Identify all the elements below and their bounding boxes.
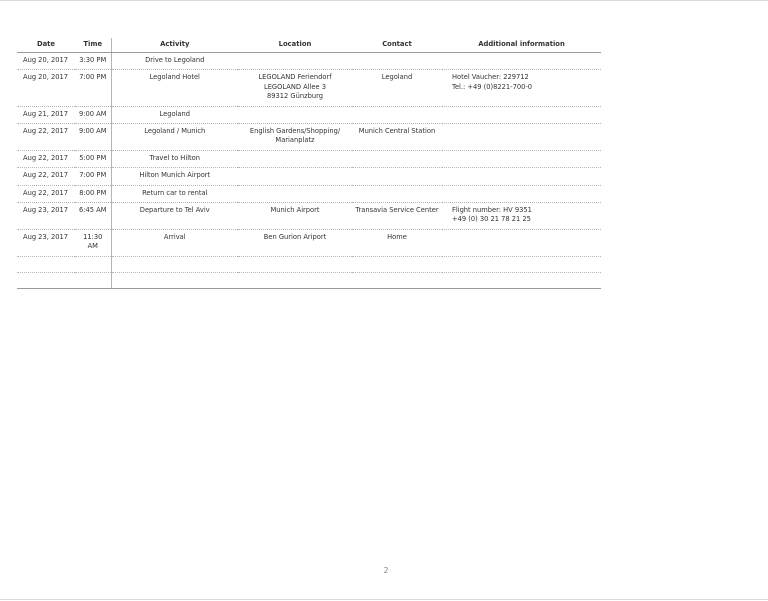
empty-cell [111, 256, 238, 272]
cell-additional-information-line: Tel.: +49 (0)8221-700-0 [452, 82, 532, 91]
itinerary-table-container [17, 38, 601, 289]
empty-cell [17, 272, 75, 288]
table-row [17, 124, 601, 151]
cell-time: 11:30 AM [75, 229, 111, 256]
page-number: 2 [383, 566, 389, 575]
cell-additional-information [442, 53, 601, 70]
cell-location [238, 53, 352, 70]
cell-contact [352, 53, 442, 70]
empty-cell [238, 272, 352, 288]
cell-location-line: Marianplatz [275, 136, 315, 145]
cell-additional-information-line: Hotel Vaucher: 229712 [452, 73, 529, 82]
page-top-border [0, 0, 768, 1]
header-date: Date [17, 38, 75, 53]
table-row [17, 70, 601, 106]
cell-location [238, 150, 352, 167]
cell-location-line: Ben Gurion Ariport [263, 232, 327, 241]
cell-activity: Travel to Hilton [111, 150, 238, 167]
cell-location [238, 124, 352, 151]
table-body [17, 53, 601, 289]
empty-cell [442, 272, 601, 288]
table-row [17, 53, 601, 70]
cell-additional-information-line: Flight number: HV 9351 [452, 206, 532, 215]
cell-contact: Home [352, 229, 442, 256]
empty-cell [75, 256, 111, 272]
table-row [17, 150, 601, 167]
cell-additional-information [442, 124, 601, 151]
cell-date: Aug 21, 2017 [17, 106, 75, 123]
cell-date: Aug 22, 2017 [17, 168, 75, 185]
itinerary-table [17, 38, 601, 289]
cell-additional-information [442, 106, 601, 123]
page-bottom-border [0, 599, 768, 600]
cell-activity: Legoland / Munich [111, 124, 238, 151]
table-header-row [17, 38, 601, 53]
empty-row [17, 272, 601, 288]
empty-cell [442, 256, 601, 272]
cell-additional-information [442, 203, 601, 230]
cell-date: Aug 23, 2017 [17, 203, 75, 230]
cell-contact [352, 106, 442, 123]
cell-date: Aug 23, 2017 [17, 229, 75, 256]
cell-time: 7:00 PM [75, 70, 111, 106]
cell-activity: Arrival [111, 229, 238, 256]
cell-contact: Legoland [352, 70, 442, 106]
cell-activity: Drive to Legoland [111, 53, 238, 70]
empty-cell [75, 272, 111, 288]
table-row [17, 185, 601, 202]
cell-location [238, 168, 352, 185]
cell-activity: Departure to Tel Aviv [111, 203, 238, 230]
cell-date: Aug 22, 2017 [17, 150, 75, 167]
cell-location-line: LEGOLAND Allee 3 [263, 82, 327, 91]
cell-time: 9:00 AM [75, 124, 111, 151]
cell-additional-information [442, 70, 601, 106]
header-additional-information: Additional information [442, 38, 601, 53]
table-row [17, 229, 601, 256]
empty-cell [238, 256, 352, 272]
cell-location-line: English Gardens/Shopping/ [249, 127, 341, 136]
table-row [17, 106, 601, 123]
cell-date: Aug 20, 2017 [17, 70, 75, 106]
empty-cell [352, 256, 442, 272]
cell-location [238, 229, 352, 256]
cell-contact [352, 150, 442, 167]
empty-cell [111, 272, 238, 288]
cell-additional-information [442, 168, 601, 185]
cell-time: 5:00 PM [75, 150, 111, 167]
empty-row [17, 256, 601, 272]
cell-location-line: LEGOLAND Feriendorf [258, 73, 332, 82]
cell-additional-information [442, 150, 601, 167]
table-row [17, 203, 601, 230]
empty-cell [17, 256, 75, 272]
cell-additional-information [442, 229, 601, 256]
cell-activity: Return car to rental [111, 185, 238, 202]
table-row [17, 168, 601, 185]
cell-date: Aug 22, 2017 [17, 185, 75, 202]
cell-time: 7:00 PM [75, 168, 111, 185]
cell-location-line: Munich Airport [270, 206, 320, 215]
cell-time: 6:45 AM [75, 203, 111, 230]
cell-contact [352, 185, 442, 202]
cell-time: 8:00 PM [75, 185, 111, 202]
cell-location [238, 203, 352, 230]
cell-time: 9:00 AM [75, 106, 111, 123]
cell-activity: Legoland Hotel [111, 70, 238, 106]
empty-cell [352, 272, 442, 288]
cell-location [238, 185, 352, 202]
header-location: Location [238, 38, 352, 53]
header-contact: Contact [352, 38, 442, 53]
cell-contact: Transavia Service Center [352, 203, 442, 230]
cell-time: 3:30 PM [75, 53, 111, 70]
header-activity: Activity [111, 38, 238, 53]
cell-contact [352, 168, 442, 185]
cell-contact: Munich Central Station [352, 124, 442, 151]
cell-additional-information-line: +49 (0) 30 21 78 21 25 [452, 215, 531, 224]
header-time: Time [75, 38, 111, 53]
cell-location [238, 70, 352, 106]
cell-location [238, 106, 352, 123]
cell-date: Aug 22, 2017 [17, 124, 75, 151]
cell-date: Aug 20, 2017 [17, 53, 75, 70]
cell-activity: Hilton Munich Airport [111, 168, 238, 185]
cell-activity: Legoland [111, 106, 238, 123]
cell-location-line: 89312 Günzburg [267, 92, 323, 101]
cell-additional-information [442, 185, 601, 202]
